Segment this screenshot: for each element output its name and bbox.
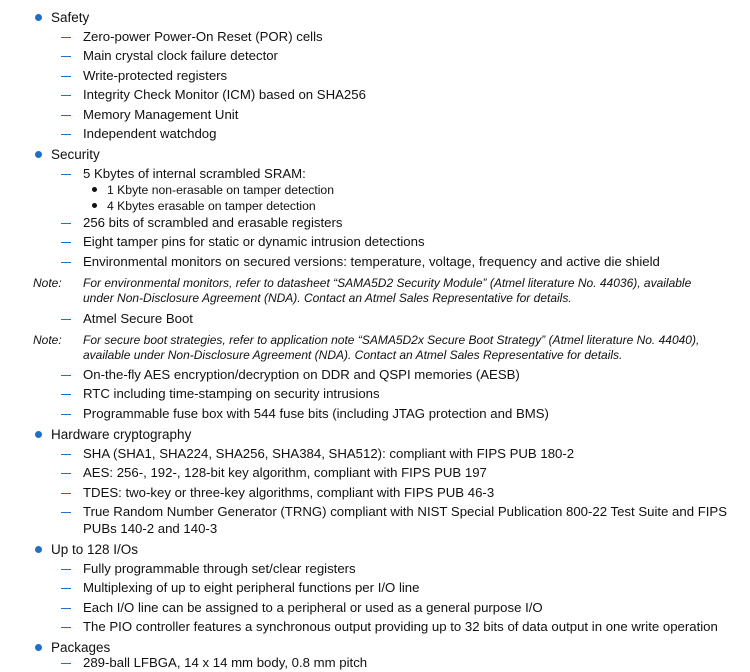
note-text: under Non-Disclosure Agreement (NDA). Contact an Atmel Sales Representative for details. — [83, 291, 572, 305]
list-dash — [61, 569, 71, 570]
sub-list-item: 4 Kbytes erasable on tamper detection — [107, 199, 316, 213]
list-dash — [61, 37, 71, 38]
sub-bullet — [92, 187, 97, 192]
list-dash — [61, 115, 71, 116]
section-bullet — [35, 14, 42, 21]
list-item: Atmel Secure Boot — [83, 311, 193, 326]
section-title-io: Up to 128 I/Os — [51, 542, 139, 557]
list-item: True Random Number Generator (TRNG) compliant with NIST Special Publication 800-22 Test Suite and FIPS — [83, 504, 728, 519]
list-dash — [61, 454, 71, 455]
note-text: available under Non-Disclosure Agreement (NDA). Contact an Atmel Sales Representative for details. — [83, 348, 623, 362]
list-item: Environmental monitors on secured versions: temperature, voltage, frequency and active die shield — [83, 254, 660, 269]
list-item: 5 Kbytes of internal scrambled SRAM: — [83, 166, 306, 181]
list-dash — [61, 375, 71, 376]
list-item: Multiplexing of up to eight peripheral functions per I/O line — [83, 580, 420, 595]
list-dash — [61, 319, 71, 320]
list-dash — [61, 262, 71, 263]
list-item: RTC including time-stamping on security intrusions — [83, 386, 380, 401]
list-item-continuation: PUBs 140-2 and 140-3 — [83, 521, 218, 536]
list-item: Eight tamper pins for static or dynamic intrusion detections — [83, 234, 425, 249]
note-text: For environmental monitors, refer to datasheet “SAMA5D2 Security Module” (Atmel literature No. 44036), available — [83, 276, 692, 290]
list-dash — [61, 134, 71, 135]
note-label: Note: — [33, 333, 62, 347]
list-item: The PIO controller features a synchronous output providing up to 32 bits of data output in one write operation — [83, 619, 718, 634]
list-dash — [61, 242, 71, 243]
list-dash — [61, 174, 71, 175]
sub-list-item: 1 Kbyte non-erasable on tamper detection — [107, 183, 334, 197]
list-dash — [61, 95, 71, 96]
list-item: SHA (SHA1, SHA224, SHA256, SHA384, SHA512): compliant with FIPS PUB 180-2 — [83, 446, 575, 461]
list-dash — [61, 414, 71, 415]
list-item: Fully programmable through set/clear registers — [83, 561, 356, 576]
list-item: Zero-power Power-On Reset (POR) cells — [83, 29, 323, 44]
list-item: Memory Management Unit — [83, 107, 239, 122]
list-dash — [61, 608, 71, 609]
section-bullet — [35, 151, 42, 158]
section-bullet — [35, 431, 42, 438]
list-item: Each I/O line can be assigned to a peripheral or used as a general purpose I/O — [83, 600, 543, 615]
list-dash — [61, 56, 71, 57]
note-text: For secure boot strategies, refer to application note “SAMA5D2x Secure Boot Strategy” (Atmel literature No. 44040), — [83, 333, 700, 347]
list-dash — [61, 473, 71, 474]
list-item: 289-ball LFBGA, 14 x 14 mm body, 0.8 mm pitch — [83, 655, 368, 670]
sub-bullet — [92, 203, 97, 208]
section-bullet — [35, 546, 42, 553]
list-dash — [61, 512, 71, 513]
section-title-crypto: Hardware cryptography — [51, 427, 192, 442]
list-item: Integrity Check Monitor (ICM) based on SHA256 — [83, 87, 366, 102]
list-dash — [61, 588, 71, 589]
section-title-security: Security — [51, 147, 100, 162]
list-dash — [61, 627, 71, 628]
list-item: TDES: two-key or three-key algorithms, compliant with FIPS PUB 46-3 — [83, 485, 495, 500]
list-item: Write-protected registers — [83, 68, 228, 83]
section-title-safety: Safety — [51, 10, 90, 25]
section-bullet — [35, 644, 42, 651]
list-item: 256 bits of scrambled and erasable registers — [83, 215, 343, 230]
list-dash — [61, 493, 71, 494]
list-item: Main crystal clock failure detector — [83, 48, 278, 63]
list-item: Programmable fuse box with 544 fuse bits (including JTAG protection and BMS) — [83, 406, 549, 421]
list-dash — [61, 76, 71, 77]
note-label: Note: — [33, 276, 62, 290]
list-dash — [61, 223, 71, 224]
list-item: AES: 256-, 192-, 128-bit key algorithm, compliant with FIPS PUB 197 — [83, 465, 487, 480]
list-item: Independent watchdog — [83, 126, 217, 141]
list-dash — [61, 394, 71, 395]
section-title-packages: Packages — [51, 640, 111, 655]
list-item: On-the-fly AES encryption/decryption on DDR and QSPI memories (AESB) — [83, 367, 520, 382]
list-dash — [61, 663, 71, 664]
